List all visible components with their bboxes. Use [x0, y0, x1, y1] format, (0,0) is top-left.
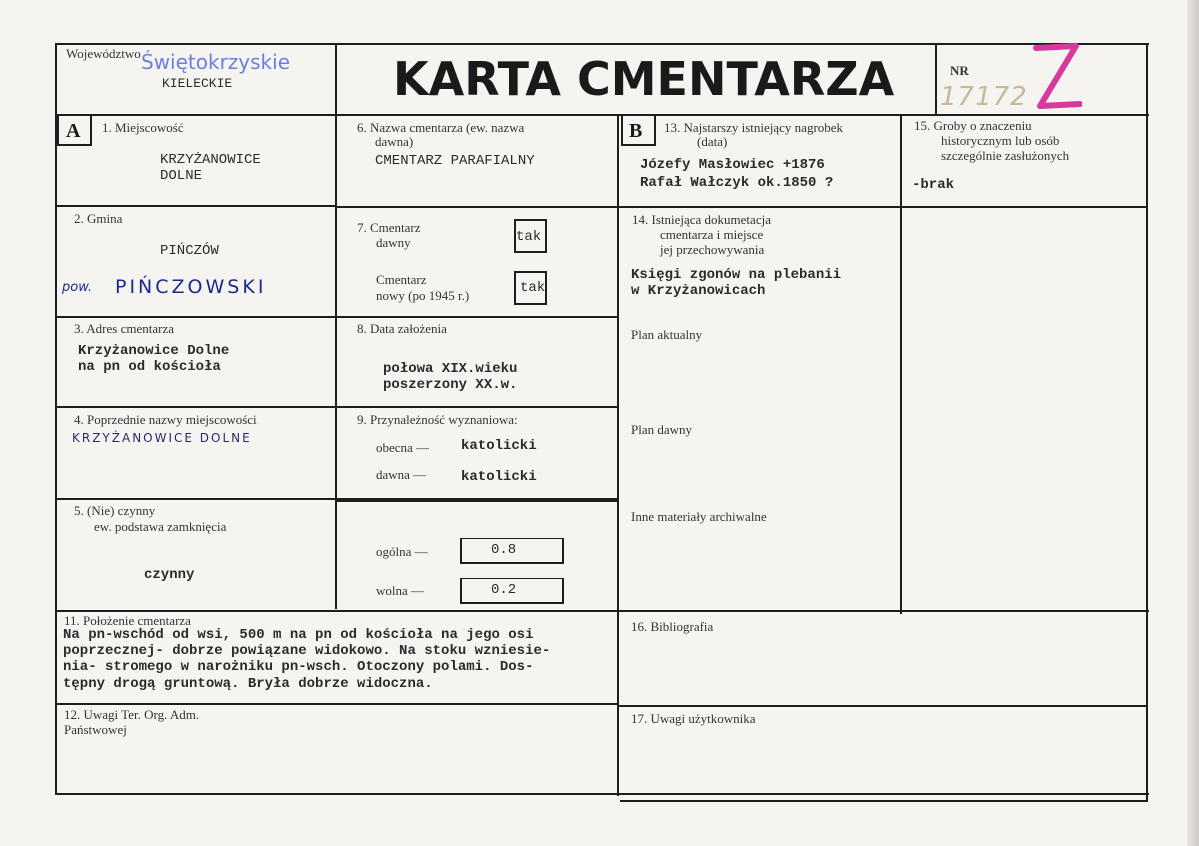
- header-vline-2: [935, 43, 937, 116]
- f11-line3: nia- stromego w narożniku pn-wsch. Otoczony polami. Dos-: [63, 659, 534, 675]
- divider-17: [617, 705, 1148, 707]
- f8-label: 8. Data założenia: [357, 321, 447, 336]
- f5-value: czynny: [144, 567, 195, 583]
- f5-label-line1: 5. (Nie) czynny: [74, 503, 156, 518]
- f12-label-line2: Państwowej: [64, 722, 127, 737]
- f9-dawna-label: dawna —: [376, 467, 427, 482]
- nr-letter-marker: [1022, 38, 1082, 118]
- f2-value: PIŃCZÓW: [160, 243, 219, 259]
- section-a-letter: A: [66, 120, 81, 142]
- section-b-box-right: [654, 116, 656, 146]
- f15-label-line1: 15. Groby o znaczeniu: [914, 118, 1032, 133]
- divider-12: [55, 703, 619, 705]
- f4-hand-value: KRZYŻANOWICE DOLNE: [72, 431, 252, 445]
- f2-label: 2. Gmina: [74, 211, 123, 226]
- f13-value-line1: Józefy Masłowiec +1876: [640, 157, 825, 173]
- plan-aktualny-label: Plan aktualny: [631, 327, 703, 342]
- f4-label: 4. Poprzednie nazwy miejscowości: [74, 412, 257, 427]
- f11-line4: tępny drogą gruntową. Bryła dobrze widoczna.: [63, 676, 433, 692]
- f11-line2: poprzecznej- dobrze powiązane widokowo. Na stoku wzniesie-: [63, 643, 551, 659]
- divider-9-10: [335, 500, 619, 502]
- f11-label: 11. Położenie cmentarza: [64, 613, 191, 628]
- z-marker-icon: [1022, 38, 1082, 118]
- f7b-value: tak: [520, 280, 546, 296]
- f9-obecna-value: katolicki: [461, 438, 537, 454]
- wojewodztwo-label: Województwo: [66, 46, 141, 61]
- nr-handwritten: 17172: [940, 82, 1028, 112]
- frame-right: [1146, 43, 1148, 802]
- f1-value-line2: DOLNE: [160, 168, 203, 184]
- f15-value: -brak: [912, 177, 955, 193]
- f13-label-line2: (data): [697, 134, 728, 149]
- f15-label-line3: szczególnie zasłużonych: [941, 148, 1070, 163]
- f8-value-line1: połowa XIX.wieku: [383, 361, 518, 377]
- f11-line1: Na pn-wschód od wsi, 500 m na pn od kościoła na jego osi: [63, 627, 534, 643]
- region-typed: KIELECKIE: [162, 76, 233, 91]
- f9-obecna-label: obecna —: [376, 440, 430, 455]
- f8-value-line2: poszerzony XX.w.: [383, 377, 518, 393]
- f3-value-line1: Krzyżanowice Dolne: [78, 343, 230, 359]
- f14-label-line2: cmentarza i miejsce: [660, 227, 764, 242]
- divider-3-4: [55, 406, 619, 408]
- f14-value-line2: w Krzyżanowicach: [631, 283, 766, 299]
- f9-dawna-value: katolicki: [461, 469, 537, 485]
- f7-label-line1: 7. Cmentarz: [357, 220, 421, 235]
- f7b-label-line1: Cmentarz: [376, 272, 427, 287]
- divider-1-2: [55, 205, 337, 207]
- frame-left: [55, 43, 57, 795]
- nr-label: NR: [950, 63, 969, 78]
- f3-value-line2: na pn od kościoła: [78, 359, 221, 375]
- area-ogolna-label: ogólna —: [376, 544, 428, 559]
- divider-2-3: [55, 316, 619, 318]
- f14-label-line1: 14. Istniejąca dokumetacja: [632, 212, 771, 227]
- area-wolna-value: 0.2: [491, 582, 517, 598]
- f17-label: 17. Uwagi użytkownika: [631, 711, 756, 726]
- f14-label-line3: jej przechowywania: [660, 242, 765, 257]
- f12-label-line1: 12. Uwagi Ter. Org. Adm.: [64, 707, 200, 722]
- f2-hand-prefix: pow.: [62, 280, 93, 295]
- col-b-right-vline: [900, 114, 902, 614]
- f13-label-line1: 13. Najstarszy istniejący nagrobek: [664, 120, 844, 135]
- header-vline-1: [335, 43, 337, 609]
- f6-value: CMENTARZ PARAFIALNY: [375, 153, 535, 169]
- inne-materialy-label: Inne materiały archiwalne: [631, 509, 767, 524]
- f15-label-line2: historycznym lub osób: [941, 133, 1060, 148]
- f3-label: 3. Adres cmentarza: [74, 321, 174, 336]
- middle-right-vline: [617, 114, 619, 796]
- frame-bottom: [55, 793, 1149, 795]
- card-edge-shadow: [1187, 0, 1199, 846]
- divider-11: [55, 610, 1149, 612]
- f16-label: 16. Bibliografia: [631, 619, 714, 634]
- area-ogolna-value: 0.8: [491, 542, 517, 558]
- f1-value-line1: KRZYŻANOWICE: [160, 152, 261, 168]
- f13-value-line2: Rafał Wałczyk ok.1850 ?: [640, 175, 834, 191]
- bottom-extra: [620, 800, 1148, 802]
- f7-value: tak: [516, 229, 542, 245]
- divider-6-7: [335, 206, 1147, 208]
- card-title: KARTA CMENTARZA: [393, 52, 895, 106]
- f1-label: 1. Miejscowość: [102, 120, 184, 135]
- section-a-box-right: [90, 116, 92, 146]
- region-stamp: Świętokrzyskie: [141, 50, 290, 74]
- f2-hand-value: PIŃCZOWSKI: [115, 276, 267, 298]
- f14-value-line1: Księgi zgonów na plebanii: [631, 267, 842, 283]
- frame-top: [55, 43, 1149, 45]
- section-b-letter: B: [629, 120, 643, 142]
- f7-label-line2: dawny: [376, 235, 411, 250]
- area-wolna-label: wolna —: [376, 583, 425, 598]
- f6-label-line2: dawna): [375, 134, 414, 149]
- f7b-label-line2: nowy (po 1945 r.): [376, 288, 470, 303]
- f6-label-line1: 6. Nazwa cmentarza (ew. nazwa: [357, 120, 525, 135]
- f9-label: 9. Przynależność wyznaniowa:: [357, 412, 518, 427]
- plan-dawny-label: Plan dawny: [631, 422, 693, 437]
- f5-label-line2: ew. podstawa zamknięcia: [94, 519, 227, 534]
- header-divider: [55, 114, 1149, 116]
